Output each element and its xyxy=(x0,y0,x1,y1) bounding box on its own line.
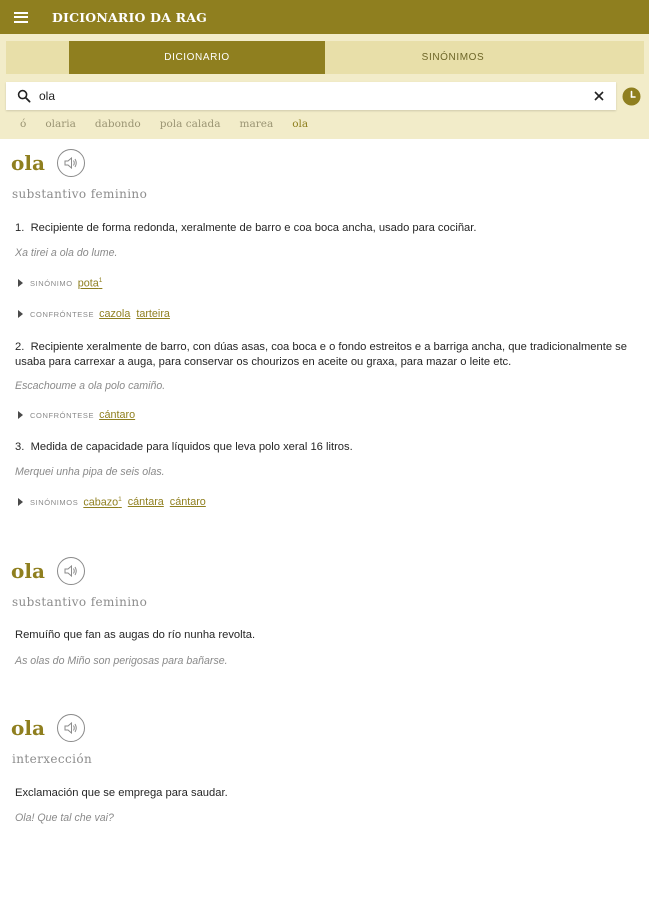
history-clock-icon[interactable] xyxy=(622,87,641,106)
sense-number: 2. xyxy=(15,341,25,353)
relation-label: SINÓNIMO xyxy=(30,278,73,288)
close-icon[interactable] xyxy=(592,89,606,103)
app-title: DICIONARIO DA RAG xyxy=(52,9,208,25)
audio-button[interactable] xyxy=(57,149,85,177)
relation-label: CONFRÓNTESE xyxy=(30,410,95,420)
expand-triangle-icon[interactable] xyxy=(18,279,23,287)
definition: Remuíño que fan as augas do río nunha revolta. xyxy=(15,629,256,641)
speaker-icon xyxy=(64,157,78,169)
relation-label: CONFRÓNTESE xyxy=(30,309,95,319)
definition xyxy=(15,340,635,370)
compare-row xyxy=(18,308,176,320)
compare-link[interactable]: cazola xyxy=(99,308,131,320)
tab-dicionario[interactable]: DICIONARIO xyxy=(69,41,325,74)
recent-search-item[interactable]: marea xyxy=(239,118,274,130)
example: Ola! Que tal che vai? xyxy=(15,812,114,824)
synonym-link[interactable]: pota$^1$ xyxy=(77,277,103,290)
compare-row xyxy=(18,409,141,421)
synonym-link[interactable]: cántara xyxy=(127,496,164,509)
audio-button[interactable] xyxy=(57,714,85,742)
example: Merquei unha pipa de seis olas. xyxy=(15,466,165,478)
synonyms-row xyxy=(18,277,108,290)
headword: ola xyxy=(11,559,45,583)
entry-header xyxy=(11,557,85,585)
recent-search-item-current[interactable]: ola xyxy=(292,118,309,130)
synonym-link[interactable]: cabazo$^1$ xyxy=(83,496,122,509)
synonyms-row xyxy=(18,496,212,509)
headword: ola xyxy=(11,151,45,175)
example: Xa tirei a ola do lume. xyxy=(15,247,118,259)
tab-sinonimos[interactable]: SINÓNIMOS xyxy=(421,52,485,63)
compare-link[interactable]: cántaro xyxy=(99,409,136,421)
definition-text: Recipiente xeralmente de barro, con dúas asas, coa boca e o fondo estreitos e a barriga ancha, que tradicionalmente se usaba para carrexar a auga, para conservar os chourizos en aceite ou graxa, para mazar o leite etc. xyxy=(15,341,627,368)
part-of-speech: substantivo feminino xyxy=(12,595,148,609)
headword: ola xyxy=(11,716,45,740)
search-box xyxy=(6,82,616,110)
recent-search-item[interactable]: olaria xyxy=(45,118,76,130)
recent-searches xyxy=(20,118,327,134)
menu-icon[interactable] xyxy=(14,12,28,23)
recent-search-item[interactable]: dabondo xyxy=(94,118,141,130)
recent-search-item[interactable]: ó xyxy=(20,118,27,130)
synonym-link[interactable]: cántaro xyxy=(169,496,206,509)
search-input[interactable] xyxy=(39,89,559,103)
entry-header xyxy=(11,714,85,742)
relation-label: SINÓNIMOS xyxy=(30,497,79,507)
expand-triangle-icon[interactable] xyxy=(18,411,23,419)
recent-search-item[interactable]: pola calada xyxy=(159,118,221,130)
example: Escachoume a ola polo camiño. xyxy=(15,380,166,392)
sense-number: 3. xyxy=(15,441,25,453)
definition-text: Recipiente de forma redonda, xeralmente de barro e coa boca ancha, usado para cociñar. xyxy=(30,222,477,234)
definition xyxy=(15,440,635,455)
part-of-speech: substantivo feminino xyxy=(12,187,148,201)
app-bar xyxy=(0,0,649,34)
definition: Exclamación que se emprega para saudar. xyxy=(15,787,228,799)
speaker-icon xyxy=(64,722,78,734)
entry-header xyxy=(11,149,85,177)
audio-button[interactable] xyxy=(57,557,85,585)
expand-triangle-icon[interactable] xyxy=(18,310,23,318)
compare-link[interactable]: tarteira xyxy=(136,308,170,320)
search-icon xyxy=(17,89,31,103)
speaker-icon xyxy=(64,565,78,577)
tab-bar xyxy=(6,41,644,74)
expand-triangle-icon[interactable] xyxy=(18,498,23,506)
definition xyxy=(15,221,635,236)
definition-text: Medida de capacidade para líquidos que leva polo xeral 16 litros. xyxy=(30,441,353,453)
part-of-speech: interxección xyxy=(12,752,93,766)
example: As olas do Miño son perigosas para bañarse. xyxy=(15,655,228,667)
sense-number: 1. xyxy=(15,222,25,234)
search-header xyxy=(0,34,649,139)
